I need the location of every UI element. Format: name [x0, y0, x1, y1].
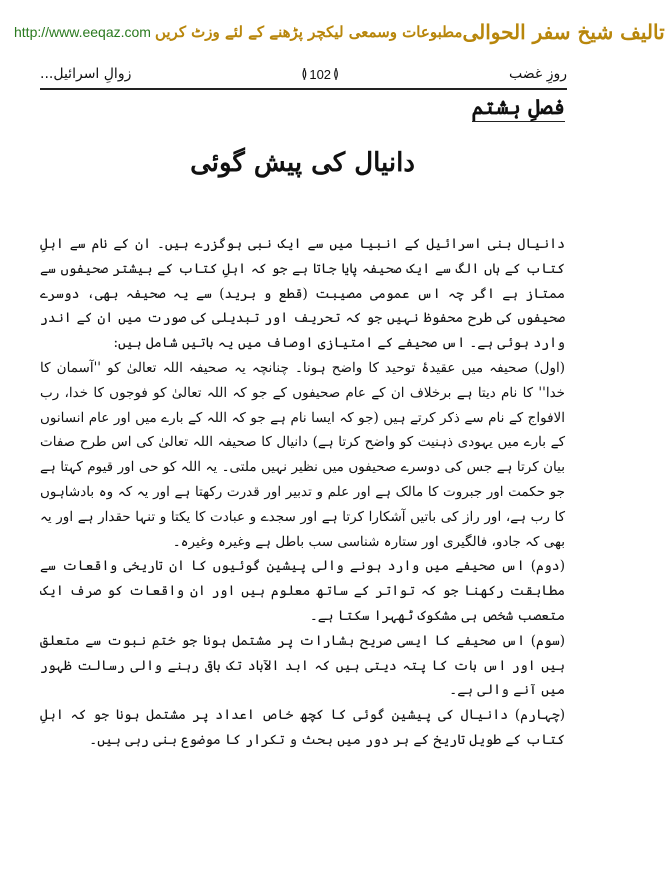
page-number: 102	[309, 66, 332, 82]
paragraph-third: (سوم) اس صحیفے کا ایسی صریح بشارات پر مشتمل ہونا جو ختمِ نبوت سے متعلق ہیں اور اس بات کا پتہ دیتی ہیں کہ ابد الآباد تک باقی رہنے والی رسالت ظہور میں آنے والی ہے۔	[40, 632, 565, 699]
paragraph-fourth: (چہارم) دانیال کی پیشین گوئی کا کچھ خاص اعداد پر مشتمل ہونا جو کہ اہلِ کتاب کے طویل تاریخ کے ہر دور میں بحث و تکرار کا موضوع بنی رہی ہیں۔	[40, 707, 565, 748]
running-head-book: روزِ غضب	[509, 66, 567, 82]
paragraph-second: (دوم) اس صحیفے میں وارد ہونے والی پیشین گوئیوں کا ان تاریخی واقعات سے مطابقت رکھنا جو کہ تواتر کے ساتھ معلوم ہیں اور ان واقعات کو صرف ایک متعصب شخص ہی مشکوک ٹھہرا سکتا ہے۔	[40, 558, 565, 624]
site-header	[14, 14, 665, 50]
section-heading: دانیال کی پیش گوئی	[190, 148, 415, 178]
site-note: مطبوعات وسمعی لیکچر پڑھنے کے لئے وزٹ کریں	[154, 23, 463, 41]
ornament-left-icon: ≬	[301, 66, 308, 81]
body-text	[40, 232, 565, 753]
paragraph-first: (اول) صحیفہ میں عقیدۂ توحید کا واضح ہونا۔ چنانچہ یہ صحیفہ اللہ تعالیٰ کو ''آسمان کا خدا'' کا نام دیتا ہے برخلاف ان کے عام صحیفوں کے جو کہ اللہ تعالیٰ کو فوجوں کا خدا، رب الافواج کے نام سے ذکر کرتے ہیں (جو کہ ایسا نام ہے جو کہ اللہ کے بارے میں اور عام انسانوں کے بارے میں یہودی ذہنیت کو واضح کرتا ہے) دانیال کا صحیفہ اللہ تعالیٰ کی اس طرح صفات بیان کرتا ہے جس کی دوسرے صحیفوں میں نظیر نہیں ملتی۔ یہ اللہ کو حی اور قیوم کہتا ہے جو حکمت اور جبروت کا مالک ہے اور علم و تدبیر اور قدرت رکھتا ہے اور یہ کہ وہ بادشاہوں کا رب ہے، اور راز کی باتیں آشکارا کرتا ہے اور سجدے و عبادت کا یکتا و تنہا حقدار ہے اور یہ بھی کہ جادو، فالگیری اور ستارہ شناسی سب باطل ہے وغیرہ وغیرہ۔	[40, 359, 565, 550]
brand-title: تالیف شیخ سفر الحوالی	[462, 20, 665, 44]
paragraph-intro: دانیال بنی اسرائیل کے انبیا میں سے ایک نبی ہوگزرے ہیں۔ ان کے نام سے اہلِ کتاب کے ہاں الگ سے ایک صحیفہ پایا جاتا ہے جو کہ اہلِ کتاب کے بیشتر صحیفوں سے ممتاز ہے اگر چہ اس عمومی مصیبت (قطع و برید) سے یہ صحیفہ بھی، دوسرے صحیفوں کی طرح محفوظ نہیں جو کہ تحریف اور تبدیلی کی صورت میں ان کے اندر وارد ہوئی ہے۔ اس صحیفے کے امتیازی اوصاف میں یہ باتیں شامل ہیں:	[40, 236, 565, 352]
site-url-link[interactable]: http://www.eeqaz.com	[14, 24, 151, 40]
chapter-title: فصلِ ہشتم	[472, 94, 565, 122]
header-rule	[40, 88, 567, 90]
site-link-group	[14, 23, 462, 41]
ornament-right-icon: ≬	[333, 66, 340, 81]
running-head	[40, 62, 567, 86]
page-number-ornament	[301, 66, 339, 82]
running-head-section: زوالِ اسرائیل...	[40, 66, 132, 82]
